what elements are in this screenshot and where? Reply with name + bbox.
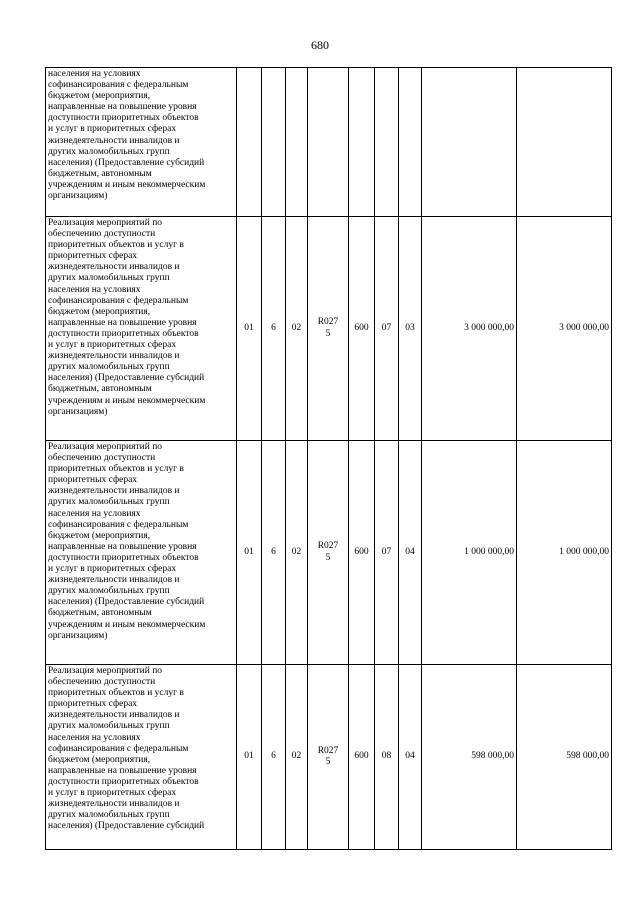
code-chapter: 07 — [375, 441, 399, 665]
table-row — [46, 441, 612, 665]
amount-2: 3 000 000,00 — [517, 217, 612, 441]
amount-1: 3 000 000,00 — [422, 217, 517, 441]
page-number: 680 — [311, 38, 329, 52]
amount-2: 598 000,00 — [517, 665, 612, 850]
code-section: 01 — [237, 217, 262, 441]
code-direction: R027 5 — [308, 665, 349, 850]
code-subprogram: 6 — [262, 665, 286, 850]
amount-1: 1 000 000,00 — [422, 441, 517, 665]
code-subprogram — [262, 68, 286, 217]
code-subchapter: 04 — [399, 665, 422, 850]
code-subchapter — [399, 68, 422, 217]
code-direction: R027 5 — [308, 217, 349, 441]
table-row — [46, 217, 612, 441]
code-main-activity: 02 — [286, 217, 308, 441]
code-expense-type: 600 — [349, 441, 375, 665]
row-description: Реализация мероприятий по обеспечению доступности приоритетных объектов и услуг в приоритетных сферах жизнедеятельности инвалидов и других маломобильных групп населения на условиях софинансирования с федеральным бюджетом (мероприятия, направленные на повышение уровня доступности приоритетных объектов и услуг в приоритетных сферах жизнедеятельности инвалидов и других маломобильных групп населения) (Предоставление субсидий бюджетным, автономным учреждениям и иным некоммерческим организациям) — [46, 441, 237, 665]
amount-2 — [517, 68, 612, 217]
code-subchapter: 04 — [399, 441, 422, 665]
code-expense-type — [349, 68, 375, 217]
code-main-activity: 02 — [286, 441, 308, 665]
code-expense-type: 600 — [349, 217, 375, 441]
code-section: 01 — [237, 665, 262, 850]
code-direction: R027 5 — [308, 441, 349, 665]
budget-table — [45, 67, 612, 850]
row-description: Реализация мероприятий по обеспечению доступности приоритетных объектов и услуг в приоритетных сферах жизнедеятельности инвалидов и других маломобильных групп населения на условиях софинансирования с федеральным бюджетом (мероприятия, направленные на повышение уровня доступности приоритетных объектов и услуг в приоритетных сферах жизнедеятельности инвалидов и других маломобильных групп населения) (Предоставление субсидий — [46, 665, 237, 850]
code-chapter: 08 — [375, 665, 399, 850]
code-chapter: 07 — [375, 217, 399, 441]
table-row — [46, 68, 612, 217]
code-subchapter: 03 — [399, 217, 422, 441]
amount-2: 1 000 000,00 — [517, 441, 612, 665]
table-row — [46, 665, 612, 850]
code-main-activity — [286, 68, 308, 217]
code-section: 01 — [237, 441, 262, 665]
row-description: Реализация мероприятий по обеспечению доступности приоритетных объектов и услуг в приоритетных сферах жизнедеятельности инвалидов и других маломобильных групп населения на условиях софинансирования с федеральным бюджетом (мероприятия, направленные на повышение уровня доступности приоритетных объектов и услуг в приоритетных сферах жизнедеятельности инвалидов и других маломобильных групп населения) (Предоставление субсидий бюджетным, автономным учреждениям и иным некоммерческим организациям) — [46, 217, 237, 441]
code-subprogram: 6 — [262, 441, 286, 665]
amount-1 — [422, 68, 517, 217]
row-description: населения на условиях софинансирования с федеральным бюджетом (мероприятия, направленные на повышение уровня доступности приоритетных объектов и услуг в приоритетных сферах жизнедеятельности инвалидов и других маломобильных групп населения) (Предоставление субсидий бюджетным, автономным учреждениям и иным некоммерческим организациям) — [46, 68, 237, 217]
code-subprogram: 6 — [262, 217, 286, 441]
amount-1: 598 000,00 — [422, 665, 517, 850]
code-expense-type: 600 — [349, 665, 375, 850]
code-section — [237, 68, 262, 217]
code-chapter — [375, 68, 399, 217]
code-direction — [308, 68, 349, 217]
code-main-activity: 02 — [286, 665, 308, 850]
